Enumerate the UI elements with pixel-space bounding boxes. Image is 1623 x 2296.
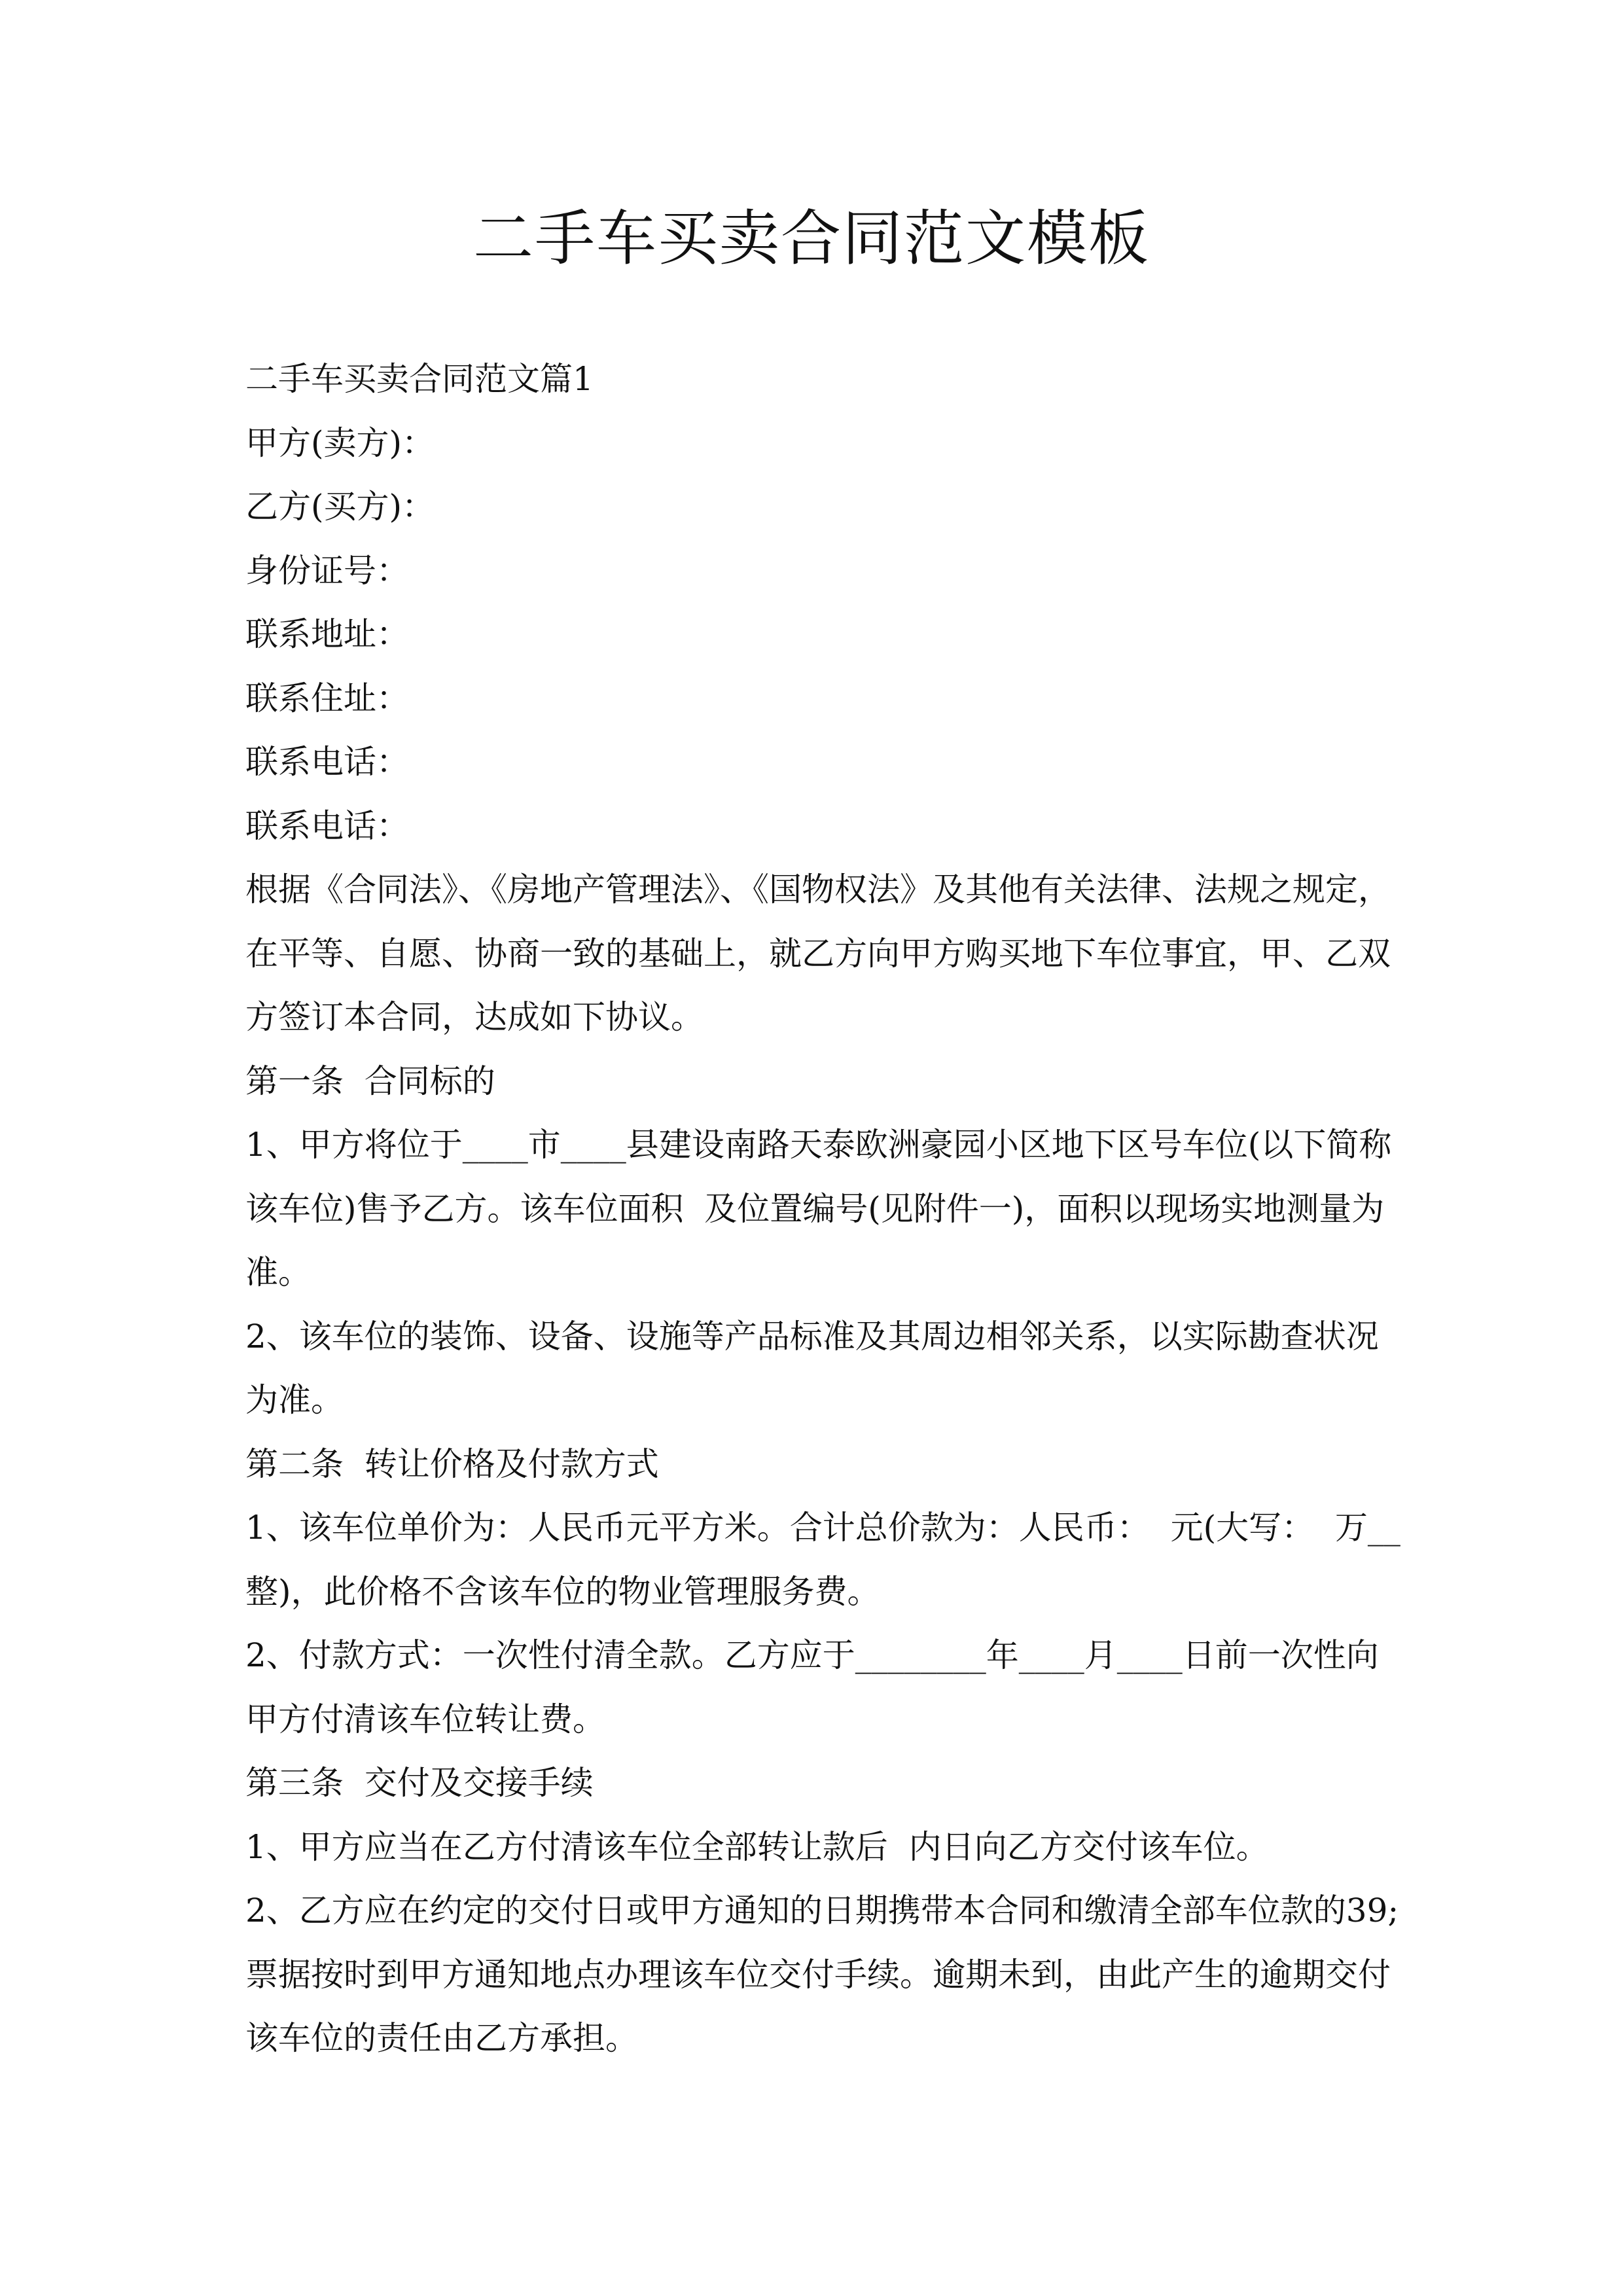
- text-line: 联系住址：: [245, 679, 409, 717]
- text-line: 第二条 转让价格及付款方式: [245, 1444, 659, 1483]
- text-line: 为准。: [245, 1381, 344, 1419]
- text-line: 甲方付清该车位转让费。: [245, 1700, 605, 1738]
- text-line: 在平等、自愿、协商一致的基础上，就乙方向甲方购买地下车位事宜，甲、乙双: [245, 934, 1391, 973]
- text-line: 方签订本合同，达成如下协议。: [245, 998, 704, 1036]
- text-line: 1、该车位单价为：人民币元平方米。合计总价款为：人民币： 元(大写： 万__: [245, 1509, 1400, 1547]
- text-line: 票据按时到甲方通知地点办理该车位交付手续。逾期未到，由此产生的逾期交付: [245, 1955, 1391, 1994]
- text-line: 1、甲方将位于____市____县建设南路天泰欧洲豪园小区地下区号车位(以下简称: [245, 1126, 1392, 1164]
- text-line: 第一条 合同标的: [245, 1062, 495, 1100]
- text-line: 联系地址：: [245, 615, 409, 653]
- text-line: 根据《合同法》、《房地产管理法》、《国物权法》及其他有关法律、法规之规定，: [245, 870, 1391, 908]
- text-line: 二手车买卖合同范文篇1: [245, 360, 594, 398]
- text-line: 联系电话：: [245, 743, 409, 781]
- text-line: 2、付款方式：一次性付清全款。乙方应于________年____月____日前一次性向: [245, 1636, 1379, 1674]
- text-line: 2、乙方应在约定的交付日或甲方通知的日期携带本合同和缴清全部车位款的39;: [245, 1892, 1399, 1929]
- text-line: 身份证号：: [245, 551, 409, 590]
- text-line: 联系电话：: [245, 806, 409, 845]
- text-line: 该车位的责任由乙方承担。: [245, 2019, 638, 2057]
- text-line: 1、甲方应当在乙方付清该车位全部转让款后 内日向乙方交付该车位。: [245, 1827, 1269, 1866]
- text-line: 整)，此价格不含该车位的物业管理服务费。: [245, 1572, 880, 1611]
- text-line: 甲方(卖方)：: [245, 423, 435, 462]
- text-line: 第三条 交付及交接手续: [245, 1764, 594, 1802]
- document-body: [245, 348, 1400, 2071]
- text-line: 乙方(买方)：: [245, 488, 435, 526]
- document-title: 二手车买卖合同范文模板: [473, 204, 1150, 274]
- text-line: 准。: [245, 1253, 311, 1291]
- text-line: 2、该车位的装饰、设备、设施等产品标准及其周边相邻关系，以实际勘查状况: [245, 1317, 1379, 1355]
- text-line: 该车位)售予乙方。该车位面积 及位置编号(见附件一)，面积以现场实地测量为: [245, 1189, 1385, 1228]
